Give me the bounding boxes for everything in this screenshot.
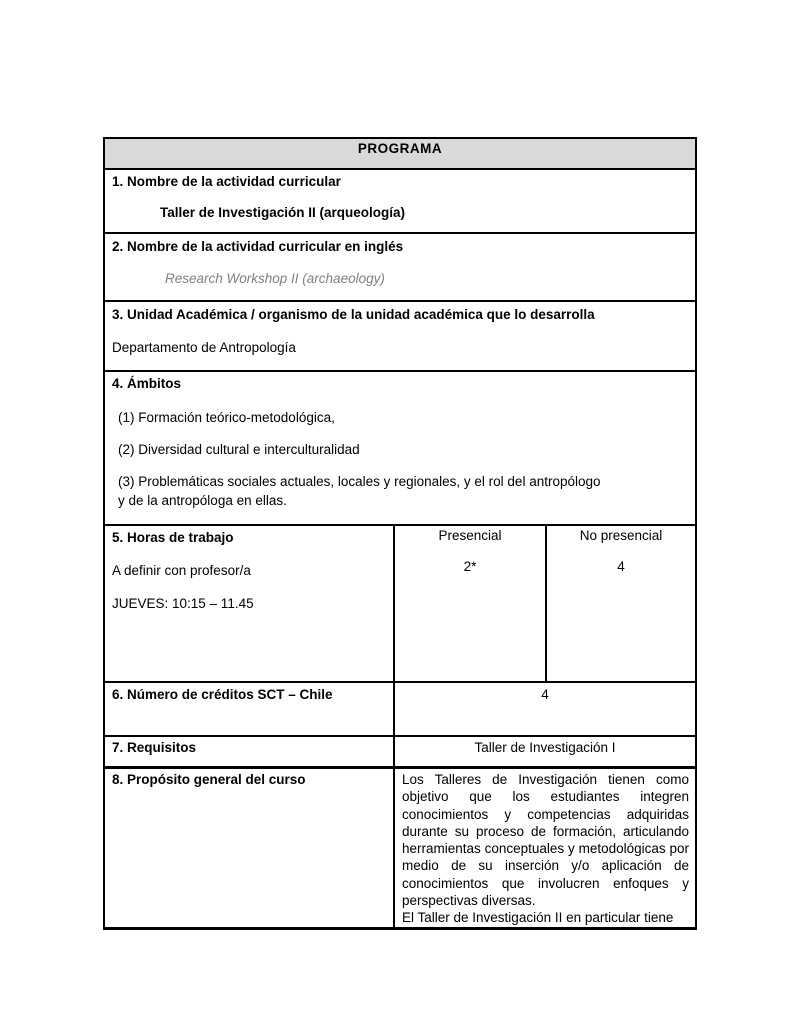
row-unidad-academica [105, 302, 695, 372]
row6-label: 6. Número de créditos SCT – Chile [112, 687, 333, 702]
proposito-paragraph-1: Los Talleres de Investigación tienen como objetivo que los estudiantes integren conocimientos y competencias adquiridas durante su proceso de formación, articulando herramientas conceptuales y metodológicas por medio de su inserción y/o aplicación de conocimientos que involucren enfoques y perspectivas diversas. [402, 772, 689, 909]
presencial-value: 2* [463, 559, 477, 574]
proposito-label-cell [105, 769, 395, 927]
row-proposito [105, 769, 695, 927]
horas-label-cell [105, 526, 395, 681]
row7-label: 7. Requisitos [112, 740, 197, 755]
row5-note-definir: A definir con profesor/a [112, 563, 251, 578]
row1-value: Taller de Investigación II (arqueología) [160, 205, 406, 220]
ambito-item-3: (3) Problemáticas sociales actuales, locales y regionales, y el rol del antropólogo y de la antropóloga en ellas. [118, 474, 601, 508]
row-horas-trabajo [105, 526, 695, 683]
proposito-text-cell [395, 769, 695, 927]
no-presencial-value: 4 [617, 559, 625, 574]
row-nombre-ingles [105, 234, 695, 302]
requisitos-label-cell [105, 737, 395, 766]
program-table [103, 137, 697, 930]
row8-label: 8. Propósito general del curso [112, 772, 306, 787]
no-presencial-header: No presencial [579, 528, 663, 543]
row2-value: Research Workshop II (archaeology) [165, 271, 385, 286]
proposito-paragraph-2: El Taller de Investigación II en particular tiene [402, 910, 674, 926]
requisitos-value: Taller de Investigación I [474, 740, 616, 755]
row3-value: Departamento de Antropología [112, 340, 296, 355]
row-nombre-actividad [105, 170, 695, 234]
row2-label: 2. Nombre de la actividad curricular en inglés [112, 239, 404, 254]
presencial-header: Presencial [438, 528, 502, 543]
creditos-value: 4 [541, 687, 549, 702]
row3-label: 3. Unidad Académica / organismo de la unidad académica que lo desarrolla [112, 307, 595, 322]
row1-label: 1. Nombre de la actividad curricular [112, 174, 341, 189]
table-title: PROGRAMA [357, 141, 443, 156]
row-creditos [105, 683, 695, 737]
no-presencial-cell [547, 526, 695, 681]
row5-note-horario: JUEVES: 10:15 – 11.45 [112, 596, 254, 611]
ambito-item-2: (2) Diversidad cultural e interculturalidad [118, 442, 360, 457]
creditos-label-cell [105, 683, 395, 735]
table-header-row [105, 139, 695, 170]
row5-label: 5. Horas de trabajo [112, 530, 234, 545]
presencial-cell [395, 526, 547, 681]
ambito-item-1: (1) Formación teórico-metodológica, [118, 410, 335, 425]
row-requisitos [105, 737, 695, 769]
row-ambitos [105, 372, 695, 526]
row4-label: 4. Ámbitos [112, 376, 182, 391]
